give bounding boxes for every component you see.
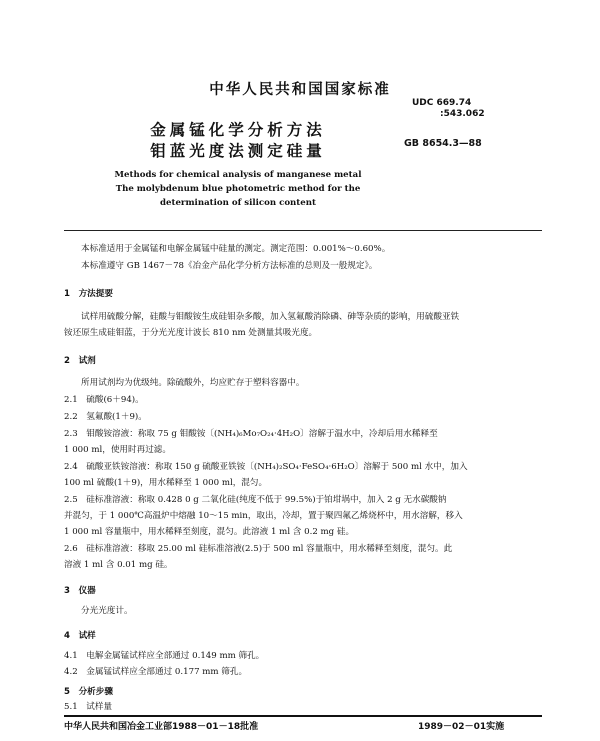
footer-divider	[64, 715, 542, 717]
section-2-intro: 所用试剂均为优级纯。除硫酸外，均应贮存于塑料容器中。	[81, 378, 305, 388]
approval-statement: 中华人民共和国冶金工业部1988－01－18批准	[64, 722, 259, 732]
item-2-5-line1: 2.5 硅标准溶液：称取 0.428 0 g 二氧化硅(纯度不低于 99.5%)于铂坩埚中，加入 2 g 无水碳酸钠	[64, 495, 447, 505]
item-2-6-line2: 溶液 1 ml 含 0.01 mg 硅。	[64, 560, 173, 570]
section-3-line1: 分光光度计。	[81, 606, 133, 616]
item-2-3-line2: 1 000 ml，使用时再过滤。	[64, 445, 171, 455]
udc-line1: UDC 669.74	[412, 98, 472, 108]
section-1-heading: 1 方法提要	[64, 289, 113, 299]
item-2-2: 2.2 氢氟酸(1＋9)。	[64, 412, 147, 422]
item-2-6-line1: 2.6 硅标准溶液：移取 25.00 ml 硅标准溶液(2.5)于 500 ml 容量瓶中，用水稀释至刻度，混匀。此	[64, 544, 453, 554]
item-2-4-line2: 100 ml 硫酸(1＋9)，用水稀释至 1 000 ml，混匀。	[64, 478, 268, 488]
section-5-heading: 5 分析步骤	[64, 687, 113, 697]
chinese-title-line2: 钼蓝光度法测定硅量	[150, 142, 326, 160]
item-2-4-line1: 2.4 硫酸亚铁铵溶液：称取 150 g 硫酸亚铁铵〔(NH₄)₂SO₄·FeSO₄·6H₂O〕溶解于 500 ml 水中，加入	[64, 462, 468, 472]
udc-line2: :543.062	[440, 109, 485, 119]
scope-paragraph: 本标准适用于金属锰和电解金属锰中硅量的测定。测定范围：0.001%～0.60%。	[81, 244, 391, 254]
item-2-5-line3: 1 000 ml 容量瓶中，用水稀释至刻度，混匀。此溶液 1 ml 含 0.2 mg 硅。	[64, 527, 355, 537]
item-2-1: 2.1 硫酸(6＋94)。	[64, 395, 144, 405]
english-title-line1: Methods for chemical analysis of manganese metal	[114, 170, 362, 180]
english-title-line2: The molybdenum blue photometric method for the	[115, 184, 361, 194]
item-2-3-line1: 2.3 钼酸铵溶液：称取 75 g 钼酸铵〔(NH₄)₆Mo₇O₂₄·4H₂O〕溶解于温水中，冷却后用水稀释至	[64, 429, 438, 439]
gb-standard-number: GB 8654.3—88	[404, 138, 482, 149]
header-divider	[64, 230, 542, 231]
item-4-2: 4.2 金属锰试样应全部通过 0.177 mm 筛孔。	[64, 667, 248, 677]
english-title-line3: determination of silicon content	[160, 198, 316, 208]
compliance-paragraph: 本标准遵守 GB 1467－78《冶金产品化学分析方法标准的总则及一般规定》。	[81, 261, 378, 271]
chinese-title-line1: 金属锰化学分析方法	[150, 121, 326, 139]
item-4-1: 4.1 电解金属锰试样应全部通过 0.149 mm 筛孔。	[64, 651, 265, 661]
section-2-heading: 2 试剂	[64, 356, 96, 366]
implementation-date: 1989－02－01实施	[418, 722, 505, 732]
section-4-heading: 4 试样	[64, 631, 96, 641]
issuing-organization: 中华人民共和国国家标准	[209, 82, 391, 98]
section-1-line1: 试样用硫酸分解，硅酸与钼酸铵生成硅钼杂多酸，加入氢氟酸消除磷、砷等杂质的影响，用硫酸亚铁	[81, 312, 460, 322]
item-2-5-line2: 并混匀，于 1 000℃高温炉中熔融 10～15 min，取出，冷却，置于聚四氟乙烯烧杯中，用水溶解，移入	[64, 511, 463, 521]
section-1-line2: 铵还原生成硅钼蓝，于分光光度计波长 810 nm 处测量其吸光度。	[64, 328, 318, 338]
section-3-heading: 3 仪器	[64, 586, 96, 596]
udc-code	[412, 98, 485, 120]
item-5-1: 5.1 试样量	[64, 702, 113, 712]
